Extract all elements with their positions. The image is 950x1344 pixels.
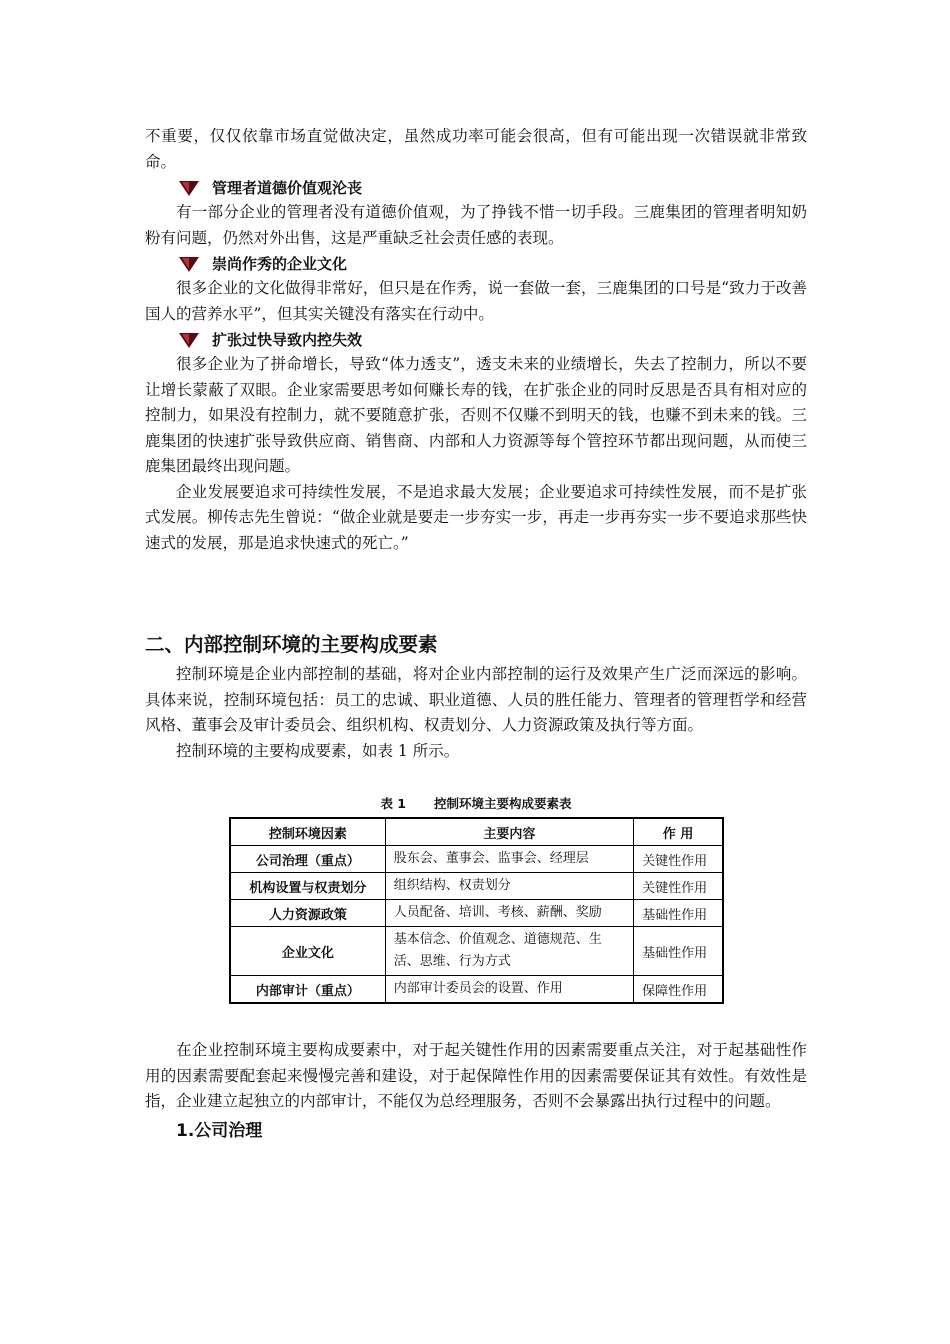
bullet-heading-expansion [178, 327, 807, 352]
table-cell-content: 内部审计委员会的设置、作用 [385, 976, 633, 1004]
table-row [230, 900, 723, 927]
paragraph-after-table: 在企业控制环境主要构成要素中，对于起关键性作用的因素需要重点关注，对于起基础性作用的因素需要配套起来慢慢完善和建设，对于起保障性作用的因素需要保证其有效性。有效性是指，企业建立起独立的内部审计，不能仅为总经理服务，否则不会暴露出执行过程中的问题。 [145, 1041, 807, 1110]
subsection-heading: 1.公司治理 [176, 1120, 263, 1141]
table-cell-content: 组织结构、权责划分 [385, 873, 633, 900]
arrow-bullet-icon [178, 331, 200, 349]
table-cell-role: 关键性作用 [634, 873, 723, 900]
table-cell-factor: 内部审计（重点） [230, 976, 385, 1004]
table-cell-content: 人员配备、培训、考核、薪酬、奖励 [385, 900, 633, 927]
table-cell-role: 关键性作用 [634, 846, 723, 873]
paragraph-table-ref: 控制环境的主要构成要素，如表 1 所示。 [176, 741, 460, 760]
arrow-bullet-icon [178, 255, 200, 273]
table-cell-role: 基础性作用 [634, 900, 723, 927]
table-header-row [230, 818, 723, 846]
table-row [230, 976, 723, 1004]
table-cell-content: 股东会、董事会、监事会、经理层 [385, 846, 633, 873]
table-cell-factor: 企业文化 [230, 927, 385, 976]
table-header-role: 作 用 [634, 818, 723, 846]
paragraph-expansion: 很多企业为了拼命增长，导致“体力透支”，透支未来的业绩增长，失去了控制力，所以不要让增长蒙蔽了双眼。企业家需要思考如何赚长寿的钱，在扩张企业的同时反思是否具有相对应的控制力，如果没有控制力，就不要随意扩张，否则不仅赚不到明天的钱，也赚不到未来的钱。三鹿集团的快速扩张导致供应商、销售商、内部和人力资源等每个管控环节都出现问题，从而使三鹿集团最终出现问题。 [145, 355, 807, 475]
bullet-heading-label: 扩张过快导致内控失效 [212, 331, 363, 349]
bullet-heading-culture [178, 251, 807, 276]
table-caption-number: 表 1 [380, 796, 407, 811]
paragraph-growth: 企业发展要追求可持续性发展，不是追求最大发展；企业要追求可持续性发展，而不是扩张式发展。柳传志先生曾说：“做企业就是要走一步夯实一步，再走一步再夯实一步不要追求那些快速式的发展，那是追求快速式的死亡。” [145, 482, 807, 552]
bullet-heading-label: 管理者道德价值观沦丧 [212, 179, 363, 197]
table-row [230, 873, 723, 900]
table-header-factor: 控制环境因素 [230, 818, 385, 846]
table-cell-role: 基础性作用 [634, 927, 723, 976]
table-header-content: 主要内容 [385, 818, 633, 846]
arrow-bullet-icon [178, 179, 200, 197]
table-cell-role: 保障性作用 [634, 976, 723, 1004]
control-elements-table [229, 817, 724, 1004]
table-cell-factor: 机构设置与权责划分 [230, 873, 385, 900]
table-row [230, 927, 723, 976]
bullet-heading-label: 崇尚作秀的企业文化 [212, 255, 348, 273]
table-cell-content: 基本信念、价值观念、道德规范、生活、思维、行为方式 [385, 927, 633, 976]
table-caption [145, 794, 807, 812]
paragraph-culture: 很多企业的文化做得非常好，但只是在作秀，说一套做一套，三鹿集团的口号是“致力于改善国人的营养水平”，但其实关键没有落实在行动中。 [145, 279, 807, 323]
bullet-heading-ethics [178, 175, 807, 200]
paragraph-control-env: 控制环境是企业内部控制的基础，将对企业内部控制的运行及效果产生广泛而深远的影响。具体来说，控制环境包括：员工的忠诚、职业道德、人员的胜任能力、管理者的管理哲学和经营风格、董事会及审计委员会、组织机构、权责划分、人力资源政策及执行等方面。 [145, 665, 807, 734]
table-row [230, 846, 723, 873]
paragraph-intro: 不重要，仅仅依靠市场直觉做决定，虽然成功率可能会很高，但有可能出现一次错误就非常致命。 [145, 127, 807, 171]
section-title: 二、内部控制环境的主要构成要素 [145, 633, 438, 656]
table-cell-factor: 公司治理（重点） [230, 846, 385, 873]
table-cell-factor: 人力资源政策 [230, 900, 385, 927]
paragraph-ethics: 有一部分企业的管理者没有道德价值观，为了挣钱不惜一切手段。三鹿集团的管理者明知奶粉有问题，仍然对外出售，这是严重缺乏社会责任感的表现。 [145, 203, 807, 247]
table-caption-title: 控制环境主要构成要素表 [434, 796, 572, 811]
document-page [145, 124, 807, 1145]
